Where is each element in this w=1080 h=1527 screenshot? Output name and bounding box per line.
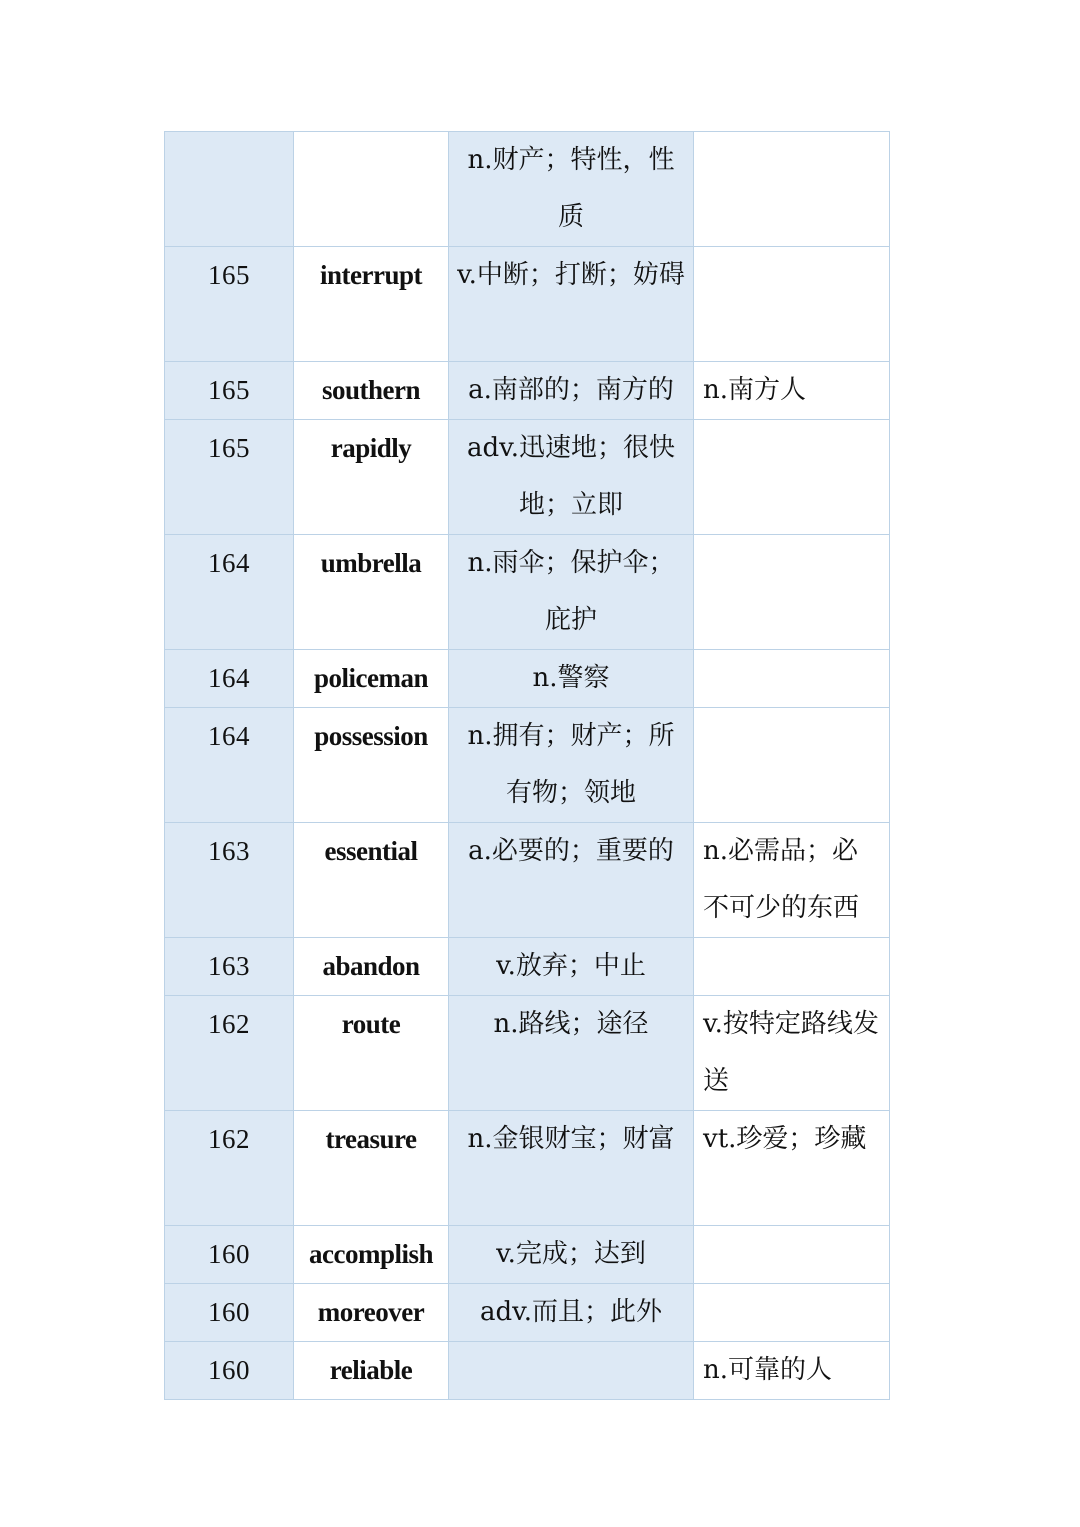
meaning-cell: adv.迅速地；很快地；立即 bbox=[449, 420, 694, 535]
word-cell: rapidly bbox=[294, 420, 449, 535]
table-row bbox=[165, 1342, 890, 1400]
other-meaning-cell: vt.珍爱；珍藏 bbox=[694, 1111, 890, 1226]
other-meaning-cell bbox=[694, 247, 890, 362]
meaning-cell: n.路线；途径 bbox=[449, 996, 694, 1111]
meaning-cell: a.必要的；重要的 bbox=[449, 823, 694, 938]
meaning-cell: v.完成；达到 bbox=[449, 1226, 694, 1284]
table-row bbox=[165, 535, 890, 650]
frequency-cell: 160 bbox=[165, 1226, 294, 1284]
other-meaning-cell bbox=[694, 1284, 890, 1342]
frequency-cell: 165 bbox=[165, 362, 294, 420]
meaning-cell: adv.而且；此外 bbox=[449, 1284, 694, 1342]
meaning-cell: v.中断；打断；妨碍 bbox=[449, 247, 694, 362]
table-row bbox=[165, 362, 890, 420]
other-meaning-cell: n.南方人 bbox=[694, 362, 890, 420]
word-cell: policeman bbox=[294, 650, 449, 708]
meaning-cell: n.雨伞；保护伞；庇护 bbox=[449, 535, 694, 650]
table-row bbox=[165, 1226, 890, 1284]
other-meaning-cell bbox=[694, 708, 890, 823]
table-row bbox=[165, 823, 890, 938]
meaning-cell: n.财产；特性，性质 bbox=[449, 132, 694, 247]
meaning-cell bbox=[449, 1342, 694, 1400]
frequency-cell: 165 bbox=[165, 420, 294, 535]
table-row bbox=[165, 420, 890, 535]
meaning-cell: v.放弃；中止 bbox=[449, 938, 694, 996]
word-cell: abandon bbox=[294, 938, 449, 996]
word-cell: reliable bbox=[294, 1342, 449, 1400]
table-row bbox=[165, 247, 890, 362]
other-meaning-cell: n.可靠的人 bbox=[694, 1342, 890, 1400]
frequency-cell: 164 bbox=[165, 708, 294, 823]
word-cell: accomplish bbox=[294, 1226, 449, 1284]
frequency-cell: 162 bbox=[165, 996, 294, 1111]
table-row bbox=[165, 650, 890, 708]
frequency-cell bbox=[165, 132, 294, 247]
table-row bbox=[165, 938, 890, 996]
word-cell: interrupt bbox=[294, 247, 449, 362]
other-meaning-cell bbox=[694, 938, 890, 996]
other-meaning-cell bbox=[694, 420, 890, 535]
meaning-cell: n.拥有；财产；所有物；领地 bbox=[449, 708, 694, 823]
word-cell: moreover bbox=[294, 1284, 449, 1342]
meaning-cell: n.警察 bbox=[449, 650, 694, 708]
frequency-cell: 163 bbox=[165, 938, 294, 996]
frequency-cell: 162 bbox=[165, 1111, 294, 1226]
other-meaning-cell bbox=[694, 650, 890, 708]
word-cell: route bbox=[294, 996, 449, 1111]
table-row bbox=[165, 1284, 890, 1342]
meaning-cell: n.金银财宝；财富 bbox=[449, 1111, 694, 1226]
frequency-cell: 164 bbox=[165, 535, 294, 650]
word-cell: treasure bbox=[294, 1111, 449, 1226]
frequency-cell: 160 bbox=[165, 1342, 294, 1400]
table-row bbox=[165, 996, 890, 1111]
frequency-cell: 163 bbox=[165, 823, 294, 938]
word-cell: umbrella bbox=[294, 535, 449, 650]
other-meaning-cell bbox=[694, 132, 890, 247]
word-cell bbox=[294, 132, 449, 247]
other-meaning-cell bbox=[694, 535, 890, 650]
frequency-cell: 160 bbox=[165, 1284, 294, 1342]
table-row bbox=[165, 1111, 890, 1226]
frequency-cell: 165 bbox=[165, 247, 294, 362]
vocabulary-table bbox=[164, 131, 890, 1400]
word-cell: possession bbox=[294, 708, 449, 823]
table-row bbox=[165, 708, 890, 823]
word-cell: essential bbox=[294, 823, 449, 938]
other-meaning-cell: v.按特定路线发送 bbox=[694, 996, 890, 1111]
other-meaning-cell bbox=[694, 1226, 890, 1284]
other-meaning-cell: n.必需品；必不可少的东西 bbox=[694, 823, 890, 938]
word-cell: southern bbox=[294, 362, 449, 420]
meaning-cell: a.南部的；南方的 bbox=[449, 362, 694, 420]
frequency-cell: 164 bbox=[165, 650, 294, 708]
table-row bbox=[165, 132, 890, 247]
